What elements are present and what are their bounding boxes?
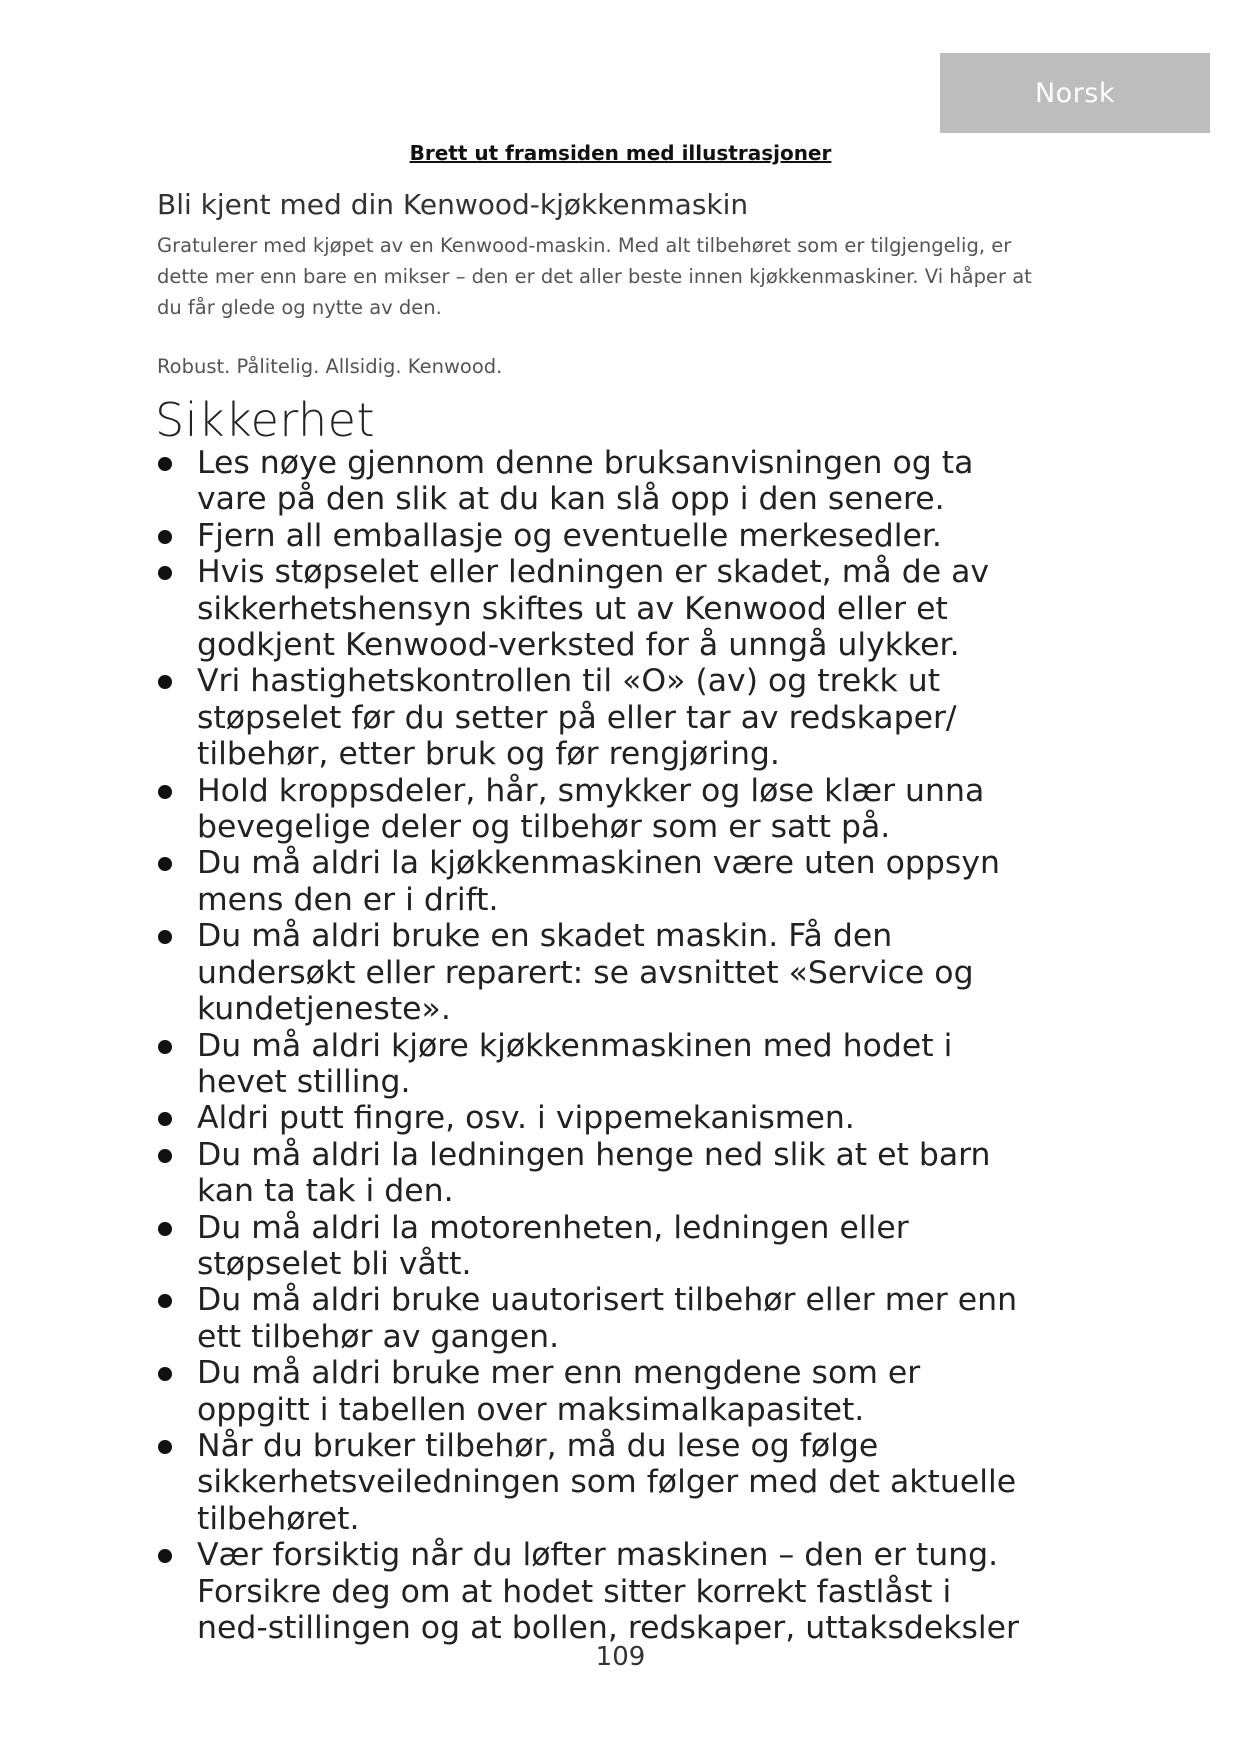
safety-list-item	[155, 554, 1155, 663]
safety-list-item	[155, 845, 1155, 918]
safety-list	[155, 445, 1155, 1646]
safety-item-line: Du må aldri bruke uautorisert tilbehør eller mer enn	[197, 1282, 1018, 1319]
bullet-icon	[158, 785, 172, 799]
intro-title: Bli kjent med din Kenwood-kjøkkenmaskin	[157, 188, 749, 221]
language-label: Norsk	[1034, 77, 1116, 109]
safety-item-line: Les nøye gjennom denne bruksanvisningen og ta	[197, 445, 974, 481]
slogan: Robust. Pålitelig. Allsidig. Kenwood.	[157, 355, 503, 378]
safety-item-line: kundetjeneste».	[197, 991, 451, 1028]
safety-item-line: Du må aldri la motorenheten, ledningen eller	[197, 1209, 909, 1246]
safety-list-item	[155, 518, 1155, 554]
bullet-icon	[158, 857, 172, 871]
safety-list-item	[155, 1210, 1155, 1283]
intro-line: Gratulerer med kjøpet av en Kenwood-maskin. Med alt tilbehøret som er tilgjengelig, er	[157, 234, 1012, 257]
safety-item-line: støpselet før du setter på eller tar av redskaper/	[197, 699, 957, 736]
safety-item-line: Du må aldri kjøre kjøkkenmaskinen med hodet i	[197, 1027, 953, 1064]
safety-item-line: sikkerhetshensyn skiftes ut av Kenwood eller et	[197, 590, 948, 627]
safety-item-line: Fjern all emballasje og eventuelle merkesedler.	[197, 517, 942, 554]
safety-item-line: ett tilbehør av gangen.	[197, 1318, 560, 1355]
intro-paragraph	[157, 230, 1137, 323]
safety-item-line: Du må aldri la ledningen henge ned slik at et barn	[197, 1136, 991, 1173]
fold-out-note: Brett ut framsiden med illustrasjoner	[409, 141, 832, 165]
safety-item-line: kan ta tak i den.	[197, 1173, 454, 1210]
safety-item-line: Hold kroppsdeler, hår, smykker og løse klær unna	[197, 772, 985, 809]
bullet-icon	[158, 1367, 172, 1381]
bullet-icon	[158, 675, 172, 689]
bullet-icon	[158, 1222, 172, 1236]
safety-item-line: Hvis støpselet eller ledningen er skadet, må de av	[197, 554, 990, 591]
bullet-icon	[158, 1294, 172, 1308]
bullet-icon	[158, 566, 172, 580]
safety-item-line: undersøkt eller reparert: se avsnittet «Service og	[197, 954, 974, 991]
safety-item-line: vare på den slik at du kan slå opp i den senere.	[197, 481, 945, 518]
safety-item-line: Vær forsiktig når du løfter maskinen – den er tung.	[197, 1537, 999, 1574]
safety-list-item	[155, 1100, 1155, 1136]
bullet-icon	[158, 1549, 172, 1563]
safety-item-line: godkjent Kenwood-verksted for å unngå ulykker.	[197, 627, 960, 664]
safety-item-line: Du må aldri bruke en skadet maskin. Få den	[197, 918, 893, 955]
intro-line: du får glede og nytte av den.	[157, 296, 442, 319]
safety-item-line: ned-stillingen og at bollen, redskaper, uttaksdeksler	[197, 1610, 1019, 1646]
safety-item-line: mens den er i drift.	[197, 881, 499, 918]
safety-item-line: tilbehør, etter bruk og før rengjøring.	[197, 736, 780, 773]
safety-item-line: Vri hastighetskontrollen til «O» (av) og trekk ut	[197, 663, 941, 700]
safety-list-item	[155, 1355, 1155, 1428]
safety-item-line: Du må aldri la kjøkkenmaskinen være uten oppsyn	[197, 845, 1000, 882]
bullet-icon	[158, 457, 172, 471]
safety-list-item	[155, 1537, 1155, 1646]
safety-item-line: tilbehøret.	[197, 1500, 360, 1537]
safety-list-item	[155, 1428, 1155, 1537]
bullet-icon	[158, 1112, 172, 1126]
safety-list-item	[155, 773, 1155, 846]
safety-list-item	[155, 1282, 1155, 1355]
safety-list-item	[155, 918, 1155, 1027]
safety-item-line: Du må aldri bruke mer enn mengdene som er	[197, 1355, 921, 1392]
intro-line: dette mer enn bare en mikser – den er det aller beste innen kjøkkenmaskiner. Vi håper at	[157, 265, 1032, 288]
safety-item-line: Aldri putt fingre, osv. i vippemekanismen.	[197, 1100, 855, 1137]
bullet-icon	[158, 1149, 172, 1163]
safety-list-item	[155, 1137, 1155, 1210]
safety-item-line: sikkerhetsveiledningen som følger med det aktuelle	[197, 1464, 1017, 1501]
safety-item-line: hevet stilling.	[197, 1063, 411, 1100]
safety-item-line: Når du bruker tilbehør, må du lese og følge	[197, 1427, 879, 1464]
bullet-icon	[158, 1440, 172, 1454]
safety-item-line: oppgitt i tabellen over maksimalkapasitet.	[197, 1391, 865, 1428]
safety-item-line: Forsikre deg om at hodet sitter korrekt fastlåst i	[197, 1573, 952, 1610]
safety-list-item	[155, 445, 1155, 518]
section-title-safety: Sikkerhet	[155, 393, 376, 447]
bullet-icon	[158, 530, 172, 544]
bullet-icon	[158, 930, 172, 944]
safety-item-line: støpselet bli vått.	[197, 1245, 472, 1282]
safety-list-item	[155, 663, 1155, 772]
language-tab	[940, 53, 1210, 133]
page-number: 109	[595, 1642, 646, 1672]
safety-list-item	[155, 1028, 1155, 1101]
bullet-icon	[158, 1040, 172, 1054]
safety-item-line: bevegelige deler og tilbehør som er satt på.	[197, 809, 891, 846]
